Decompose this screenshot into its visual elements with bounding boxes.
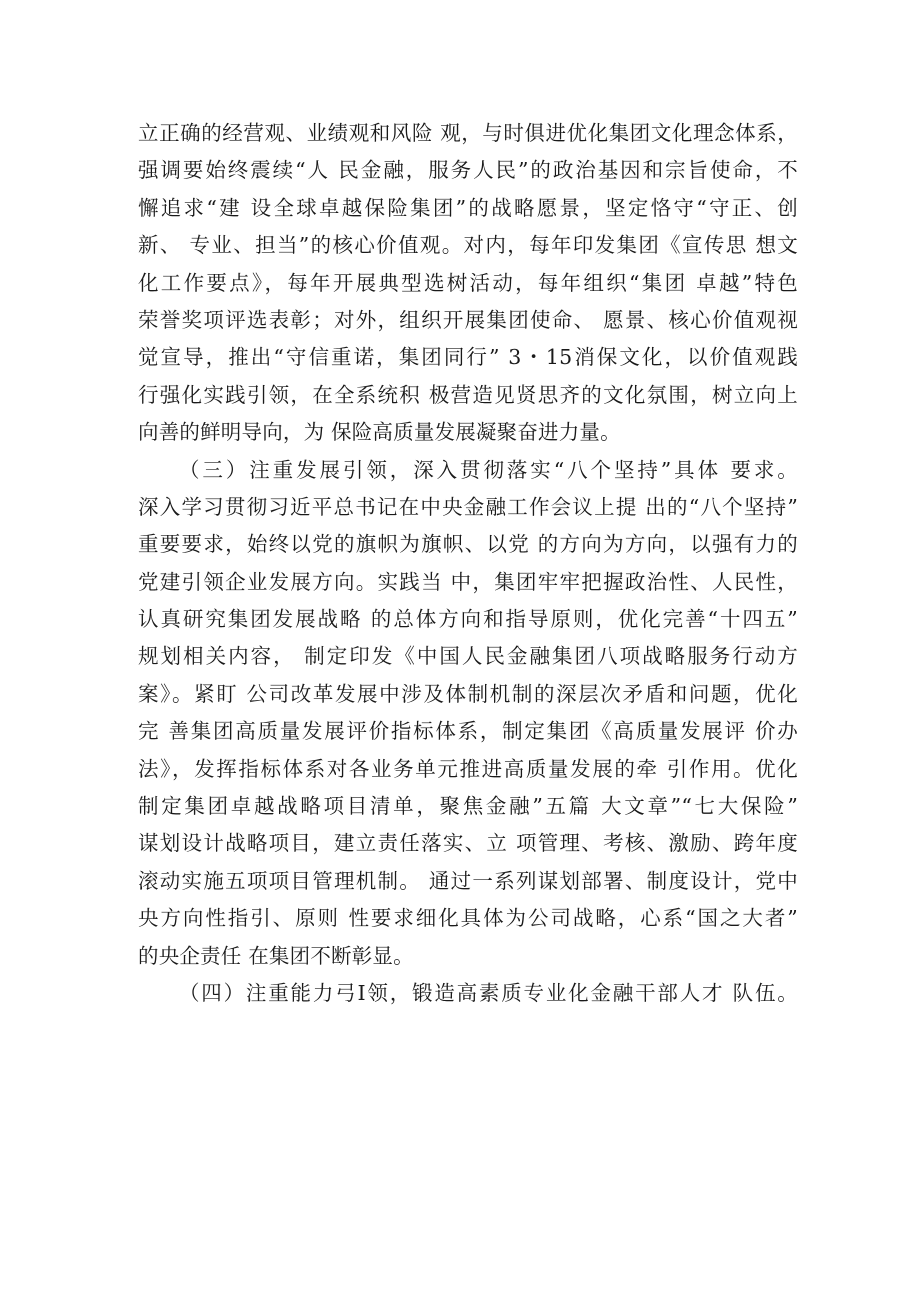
document-body [138, 115, 798, 1012]
paragraph-line: 完 善集团高质量发展评价指标体系，制定集团《高质量发展评 价办 [138, 719, 798, 744]
paragraph-line: 荣誉奖项评选表彰；对外，组织开展集团使命、 愿景、核心价值观视 [138, 307, 798, 332]
paragraph-line: 懈追求“建 设全球卓越保险集团”的战略愿景，坚定恪守“守正、创 [138, 195, 798, 220]
paragraph-line: 立正确的经营观、业绩观和风险 观，与时俱进优化集团文化理念体系， [138, 121, 798, 145]
paragraph-line: 央方向性指引、原则 性要求细化具体为公司战略，心系“国之大者” [138, 906, 798, 931]
paragraph-line: 重要要求，始终以党的旗帜为旗帜、以党 的方向为方向，以强有力的 [138, 532, 798, 557]
paragraph-line: 深入学习贯彻习近平总书记在中央金融工作会议上提 出的“八个坚持” [138, 494, 798, 519]
paragraph-line: 觉宣导，推出“守信重诺，集团同行” 3・15消保文化，以价值观践 [138, 345, 798, 370]
paragraph-line: 法》，发挥指标体系对各业务单元推进高质量发展的牵 引作用。优化 [138, 756, 798, 781]
paragraph-line: 制定集团卓越战略项目清单，聚焦金融”五篇 大文章”“七大保险” [138, 794, 798, 819]
section-heading-line: （三）注重发展引领，深入贯彻落实“八个坚持”具体 要求。 [179, 457, 798, 482]
paragraph-line: 认真研究集团发展战略 的总体方向和指导原则，优化完善“十四五” [138, 607, 798, 632]
paragraph-line: 的央企责任 在集团不断彰显。 [138, 943, 414, 968]
paragraph-line: 规划相关内容， 制定印发《中国人民金融集团八项战略服务行动方 [138, 644, 798, 669]
paragraph-line: 滚动实施五项项目管理机制。 通过一系列谋划部署、制度设计，党中 [138, 868, 798, 893]
paragraph-line: 新、 专业、担当”的核心价值观。对内，每年印发集团《宣传思 想文 [138, 233, 798, 258]
section-heading-line: （四）注重能力弓I领，锻造高素质专业化金融干部人才 队伍。 [179, 980, 798, 1005]
paragraph-line: 党建引领企业发展方向。实践当 中，集团牢牢把握政治性、人民性， [138, 569, 798, 594]
paragraph-line: 行强化实践引领，在全系统积 极营造见贤思齐的文化氛围，树立向上 [138, 382, 798, 407]
paragraph-line: 谋划设计战略项目，建立责任落实、立 项管理、考核、激励、跨年度 [138, 831, 798, 856]
paragraph-line: 向善的鲜明导向，为 保险高质量发展凝聚奋进力量。 [138, 420, 621, 445]
paragraph-line: 案》。紧盯 公司改革发展中涉及体制机制的深层次矛盾和问题，优化 [138, 681, 798, 706]
paragraph-line: 强调要始终震续“人 民金融，服务人民”的政治基因和宗旨使命，不 [138, 158, 798, 183]
paragraph-line: 化工作要点》，每年开展典型选树活动，每年组织“集团 卓越”特色 [138, 270, 798, 295]
